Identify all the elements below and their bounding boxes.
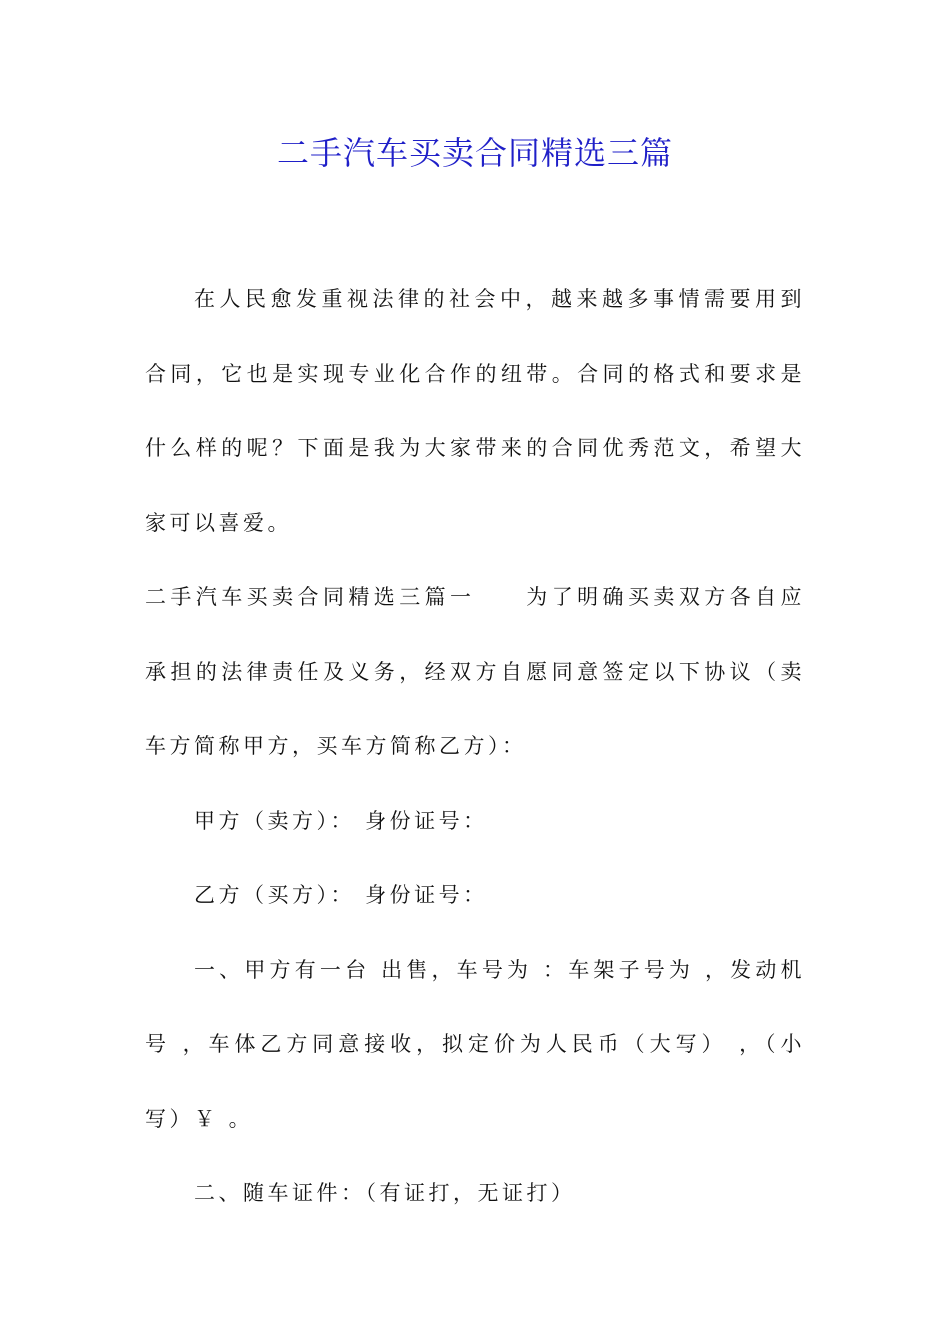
part-one-intro-paragraph: 二手汽车买卖合同精选三篇一 为了明确买卖双方各自应承担的法律责任及义务，经双方自愿同意签定以下协议（卖车方简称甲方，买车方简称乙方）：: [145, 585, 805, 758]
intro-paragraph: 在人民愈发重视法律的社会中，越来越多事情需要用到合同，它也是实现专业化合作的纽带。合同的格式和要求是什么样的呢？下面是我为大家带来的合同优秀范文，希望大家可以喜爱。: [145, 287, 805, 535]
document-body: [145, 262, 805, 1231]
party-b-line: 乙方（买方）： 身份证号：: [194, 883, 488, 907]
clause-two-paragraph: 二、随车证件：（有证打，无证打）: [194, 1181, 576, 1205]
clause-one-paragraph: 一、甲方有一台 出售，车号为 ：车架子号为 ，发动机号 ，车体乙方同意接收，拟定价为人民币（大写） ，（小写）￥ 。: [145, 957, 805, 1131]
party-a-line: 甲方（卖方）： 身份证号：: [194, 808, 488, 833]
document-title: 二手汽车买卖合同精选三篇: [276, 134, 673, 172]
